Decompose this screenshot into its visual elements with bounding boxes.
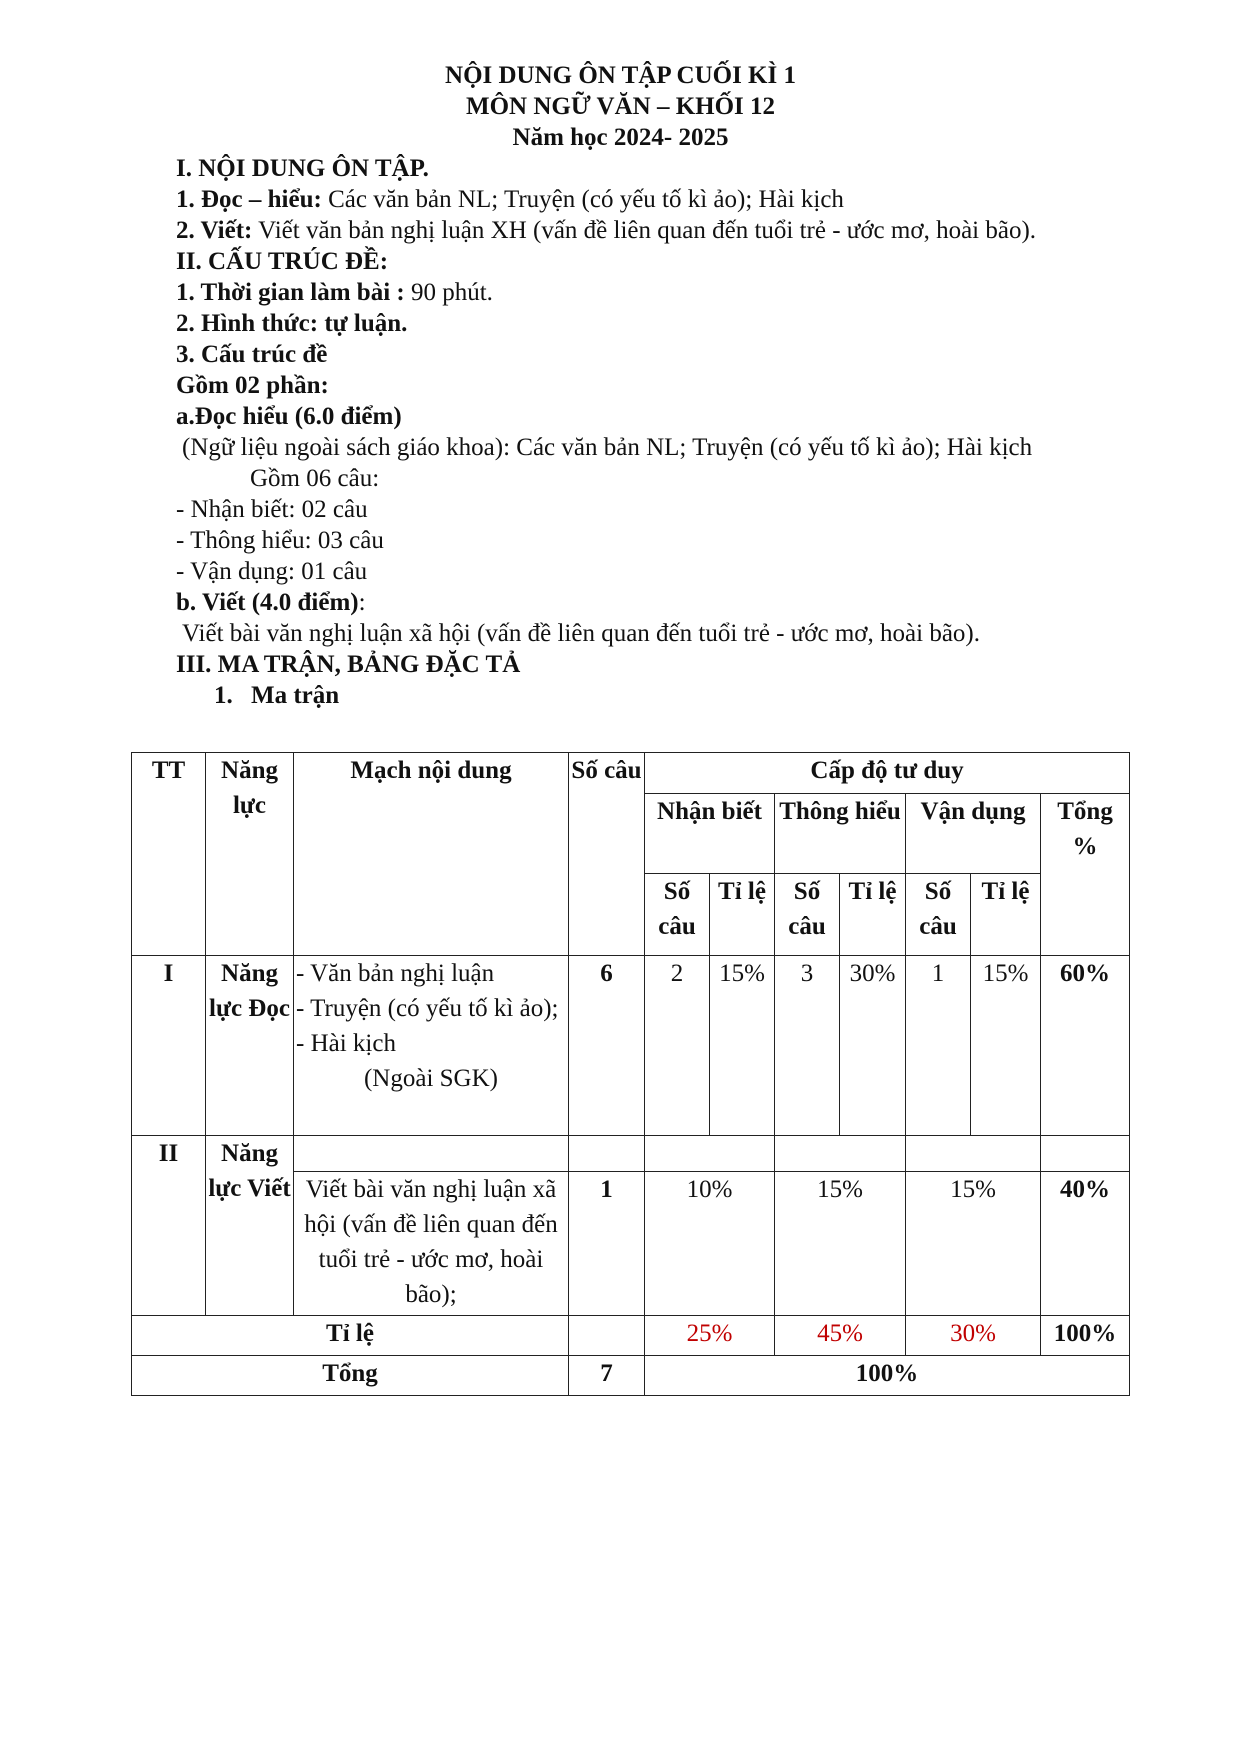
row-tong-so-cau: 7 <box>569 1356 645 1396</box>
section-2-title: II. CẤU TRÚC ĐỀ: <box>176 248 389 275</box>
row-doc-vd-so-cau: 1 <box>906 956 971 1136</box>
header-row-1 <box>132 753 1130 794</box>
item-label: 2. Viết: <box>176 217 253 244</box>
row-viet-tt: II <box>132 1136 206 1316</box>
row-ti-le-tong: 100% <box>1041 1316 1130 1356</box>
item-text: 90 phút. <box>404 279 493 306</box>
section-2-item-3: 3. Cấu trúc đề <box>176 341 328 368</box>
document-header <box>0 60 1241 153</box>
row-doc-so-cau: 6 <box>569 956 645 1136</box>
header-thong-hieu: Thông hiểu <box>775 794 906 874</box>
part-a-description: (Ngữ liệu ngoài sách giáo khoa): Các văn bản NL; Truyện (có yếu tố kì ảo); Hài kịch <box>182 434 1033 461</box>
part-a-bullet-1: - Nhận biết: 02 câu <box>176 496 368 523</box>
part-b-title-line <box>176 587 1176 618</box>
part-b-colon: : <box>358 589 366 616</box>
parts-count: Gồm 02 phần: <box>176 372 329 399</box>
row-doc-nb-ti-le: 15% <box>710 956 775 1136</box>
part-a-bullet-3: - Vận dụng: 01 câu <box>176 558 368 585</box>
row-viet-top <box>132 1136 1130 1172</box>
section-1-title: I. NỘI DUNG ÔN TẬP. <box>176 155 429 182</box>
matrix-table <box>131 752 1130 1396</box>
header-mach-noi-dung: Mạch nội dung <box>294 753 569 956</box>
sub-ti-le: Tỉ lệ <box>971 874 1041 956</box>
header-so-cau: Số câu <box>569 753 645 956</box>
mach-line-2: - Truyện (có yếu tố kì ảo); <box>296 995 559 1022</box>
section-3-title: III. MA TRẬN, BẢNG ĐẶC TẢ <box>176 651 521 678</box>
mach-line-3: - Hài kịch <box>296 1030 396 1057</box>
row-doc-nb-so-cau: 2 <box>645 956 710 1136</box>
row-viet-so-cau: 1 <box>569 1172 645 1316</box>
header-nang-luc: Năng lực <box>206 753 294 956</box>
row-viet-nang-luc: Năng lực Viết <box>206 1136 294 1316</box>
header-tong: Tổng % <box>1041 794 1130 956</box>
title-line-3: Năm học 2024- 2025 <box>512 124 729 151</box>
row-ti-le-van-dung: 30% <box>906 1316 1041 1356</box>
item-label: 1. Thời gian làm bài : <box>176 279 405 306</box>
row-tong <box>132 1356 1130 1396</box>
list-text: Ma trận <box>251 682 340 709</box>
header-nhan-biet: Nhận biết <box>645 794 775 874</box>
row-doc-th-so-cau: 3 <box>775 956 840 1136</box>
row-tong-label: Tổng <box>132 1356 569 1396</box>
section-3-item-1 <box>176 680 1176 711</box>
section-2-item-1 <box>176 277 1176 308</box>
row-ti-le-label: Tỉ lệ <box>132 1316 569 1356</box>
list-number: 1. <box>214 682 233 709</box>
row-viet-mach-noi-dung: Viết bài văn nghị luận xã hội (vấn đề liên quan đến tuổi trẻ - ước mơ, hoài bão); <box>294 1172 569 1316</box>
row-doc-vd-ti-le: 15% <box>971 956 1041 1136</box>
header-van-dung: Vận dụng <box>906 794 1041 874</box>
mach-line-1: - Văn bản nghị luận <box>296 960 495 987</box>
row-viet-van-dung: 15% <box>906 1172 1041 1316</box>
section-1-item-2 <box>176 215 1176 246</box>
part-b-title: b. Viết (4.0 điểm) <box>176 589 359 616</box>
sub-so-cau: Số câu <box>645 874 710 956</box>
row-tong-value: 100% <box>645 1356 1130 1396</box>
item-label: 1. Đọc – hiểu: <box>176 186 322 213</box>
section-2-item-2: 2. Hình thức: tự luận. <box>176 310 408 337</box>
row-viet-nhan-biet: 10% <box>645 1172 775 1316</box>
part-a-bullet-2: - Thông hiểu: 03 câu <box>176 527 384 554</box>
part-a-title: a.Đọc hiểu (6.0 điểm) <box>176 403 402 430</box>
row-ti-le-thong-hieu: 45% <box>775 1316 906 1356</box>
row-doc <box>132 956 1130 1136</box>
mach-line-4: (Ngoài SGK) <box>363 1065 498 1092</box>
row-doc-mach-noi-dung <box>294 956 569 1136</box>
row-doc-th-ti-le: 30% <box>840 956 906 1136</box>
section-1-item-1 <box>176 184 1176 215</box>
document-body <box>176 153 1176 711</box>
title-line-1: NỘI DUNG ÔN TẬP CUỐI KÌ 1 <box>445 62 796 89</box>
sub-ti-le: Tỉ lệ <box>710 874 775 956</box>
sub-ti-le: Tỉ lệ <box>840 874 906 956</box>
row-doc-nang-luc: Năng lực Đọc <box>206 956 294 1136</box>
item-text: Các văn bản NL; Truyện (có yếu tố kì ảo); Hài kịch <box>321 186 844 213</box>
part-a-question-count: Gồm 06 câu: <box>250 465 380 492</box>
row-ti-le <box>132 1316 1130 1356</box>
sub-so-cau: Số câu <box>906 874 971 956</box>
part-b-description: Viết bài văn nghị luận xã hội (vấn đề liên quan đến tuổi trẻ - ước mơ, hoài bão). <box>182 620 980 647</box>
row-doc-tt: I <box>132 956 206 1136</box>
header-cap-do-tu-duy: Cấp độ tư duy <box>645 753 1130 794</box>
title-line-2: MÔN NGỮ VĂN – KHỐI 12 <box>465 93 776 120</box>
row-ti-le-nhan-biet: 25% <box>645 1316 775 1356</box>
sub-so-cau: Số câu <box>775 874 840 956</box>
item-text: Viết văn bản nghị luận XH (vấn đề liên quan đến tuổi trẻ - ước mơ, hoài bão). <box>252 217 1037 244</box>
row-viet-tong: 40% <box>1041 1172 1130 1316</box>
header-tt: TT <box>132 753 206 956</box>
row-doc-tong: 60% <box>1041 956 1130 1136</box>
row-viet-thong-hieu: 15% <box>775 1172 906 1316</box>
